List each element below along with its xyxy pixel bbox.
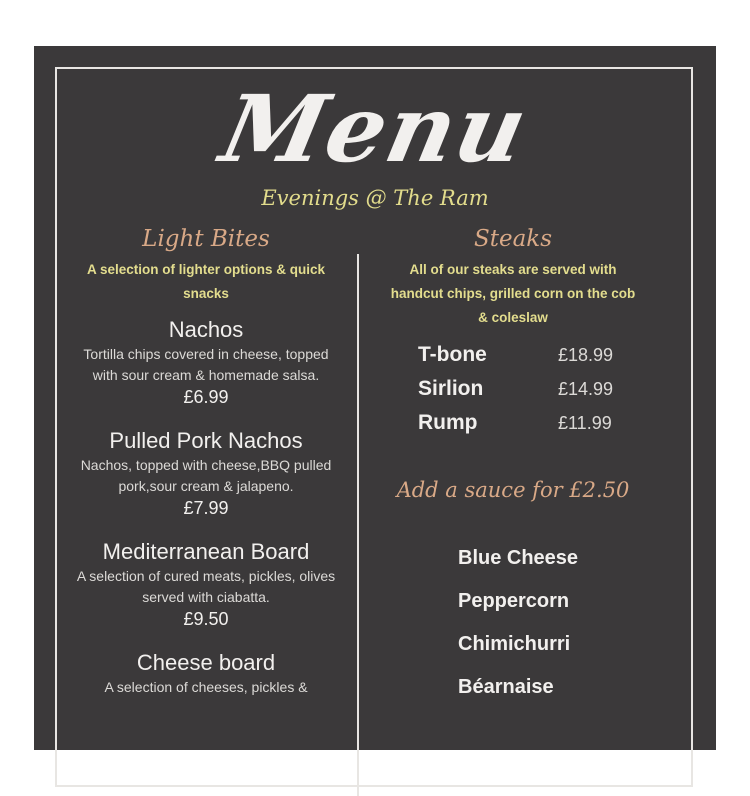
steak-price: £14.99 [558, 378, 614, 399]
menu-board [34, 46, 716, 750]
steaks-section [384, 222, 642, 330]
steak-row-rump [418, 406, 613, 440]
steak-row-t-bone [418, 338, 613, 372]
item-name: Pulled Pork Nachos [109, 428, 303, 453]
light-bites-description: A selection of lighter options & quick snacks [86, 262, 326, 301]
menu-item-mediterranean-board [72, 538, 340, 631]
item-price: £9.50 [183, 609, 229, 629]
light-bites-heading: Light Bites [142, 226, 270, 252]
steaks-description: All of our steaks are served with handcut chips, grilled corn on the cob & coleslaw [390, 262, 636, 325]
item-description: Tortilla chips covered in cheese, topped with sour cream & homemade salsa. [83, 346, 329, 383]
menu-item-cheese-board [72, 649, 340, 698]
steak-name: Sirlion [418, 377, 484, 400]
steak-row-sirlion [418, 372, 613, 406]
sauce-chimichurri: Chimichurri [458, 633, 571, 655]
column-divider [357, 254, 359, 796]
light-bites-section [72, 222, 340, 698]
item-description: A selection of cheeses, pickles & [104, 679, 308, 695]
steak-name: T-bone [418, 343, 487, 366]
steaks-heading: Steaks [473, 226, 553, 252]
menu-title: Menu [212, 75, 538, 183]
sauce-blue-cheese: Blue Cheese [458, 547, 579, 569]
item-name: Nachos [168, 317, 244, 342]
sauce-list [458, 544, 578, 716]
sauce-heading: Add a sauce for £2.50 [396, 478, 630, 502]
steak-price: £18.99 [558, 344, 614, 365]
item-description: Nachos, topped with cheese,BBQ pulled pork,sour cream & jalapeno. [80, 457, 332, 494]
item-name: Mediterranean Board [102, 539, 310, 564]
steak-price: £11.99 [558, 412, 612, 433]
item-name: Cheese board [136, 650, 276, 675]
menu-item-nachos [72, 316, 340, 409]
item-price: £6.99 [183, 387, 229, 407]
sauce-peppercorn: Peppercorn [458, 590, 570, 612]
sauce-bearnaise: Béarnaise [458, 676, 554, 698]
menu-item-pulled-pork-nachos [72, 427, 340, 520]
steak-list [418, 338, 613, 440]
steak-name: Rump [418, 411, 478, 434]
item-price: £7.99 [183, 498, 229, 518]
menu-subtitle: Evenings @ The Ram [261, 186, 489, 210]
item-description: A selection of cured meats, pickles, olives served with ciabatta. [76, 568, 336, 605]
